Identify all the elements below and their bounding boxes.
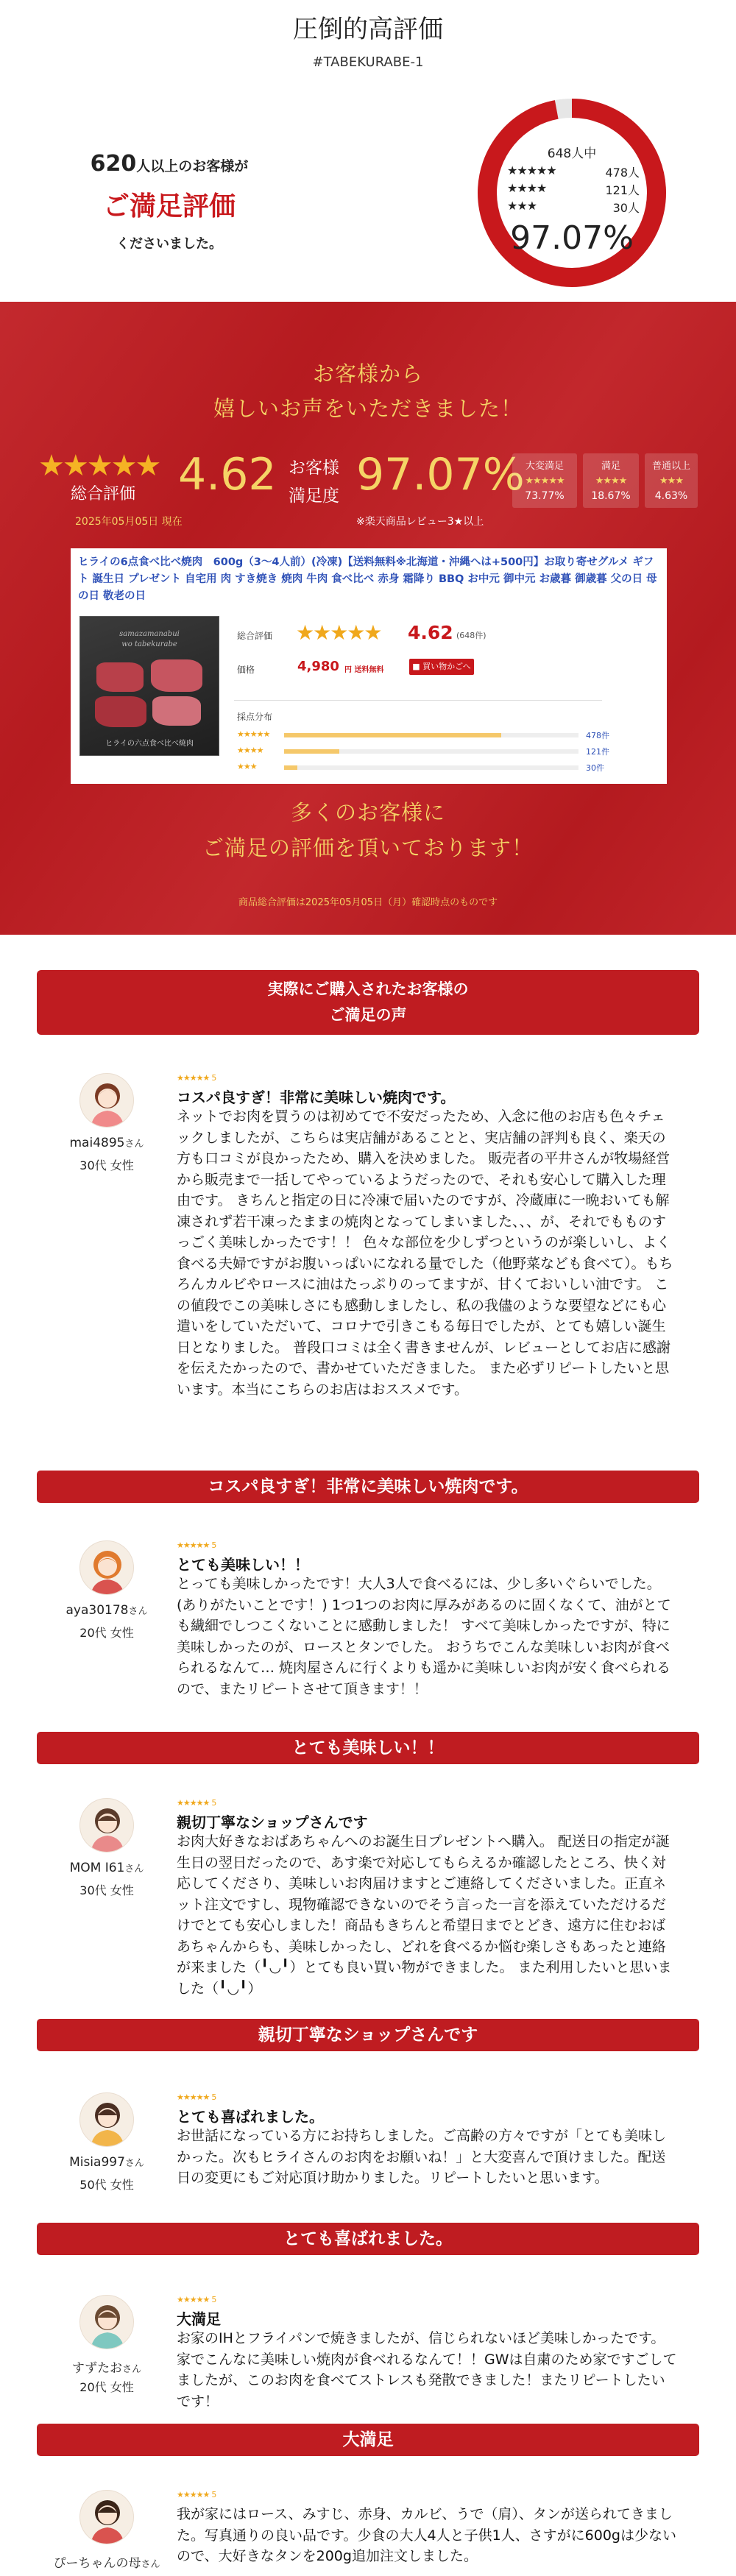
product-stars: ★★★★★ bbox=[296, 620, 381, 645]
rating-date: 2025年05月05日 現在 bbox=[75, 516, 183, 528]
avatar bbox=[79, 1073, 134, 1128]
overall-score: 4.62 bbox=[178, 449, 277, 500]
review-stars: ★★★★★ 5 bbox=[177, 2490, 217, 2499]
product-title-link[interactable]: ヒライの6点食べ比べ焼肉 600g（3〜4人前）(冷凍)【送料無料※北海道・沖縄へは+500円】お取り寄せグルメ ギフト 誕生日 プレゼント 自宅用 肉 すき焼き 焼肉 牛肉 食べ比べ 赤身 霜降り BBQ お中元 御中元 お歳暮 御歳暮 父の日 母の日 敬老の日 bbox=[78, 556, 657, 602]
donut-row-4star: ★★★★ 121人 bbox=[507, 181, 640, 197]
page-title: 圧倒的高評価 bbox=[293, 15, 443, 44]
satisfaction-percent: 97.07% bbox=[356, 449, 525, 500]
review-body: お世話になっている方にお持ちしました。ご高齢の方々ですが「とても美味しかった。次もヒライさんのお肉をお願いね！」と大変喜んで頂けました。配送日の変更にもご対応頂け助かりました。リピートしたいと思います。 bbox=[177, 2128, 667, 2186]
top-summary bbox=[0, 0, 736, 302]
review-summary-bar: とても喜ばれました。 bbox=[37, 2223, 699, 2255]
reviewer-age: 50代 女性 bbox=[79, 2178, 134, 2192]
distribution-row-4star: ★★★★ 121件 bbox=[237, 746, 609, 757]
product-score: 4.62 bbox=[408, 622, 453, 643]
reviewer-age: 30代 女性 bbox=[79, 1883, 134, 1897]
avatar bbox=[79, 1798, 134, 1853]
reviewer-age: 20代 女性 bbox=[79, 2380, 134, 2394]
review-title: とても美味しい！！ bbox=[177, 1556, 309, 1574]
review-title: コスパ良すぎ！非常に美味しい焼肉です。 bbox=[177, 1089, 456, 1106]
reviewer-age: 20代 女性 bbox=[79, 1626, 134, 1640]
review-summary-bar: とても美味しい！！ bbox=[37, 1732, 699, 1764]
avatar bbox=[79, 2295, 134, 2349]
review-summary-banner bbox=[0, 302, 736, 935]
banner-heading: お客様から 嬉しいお声をいただきました！ bbox=[213, 361, 523, 421]
donut-row-3star: ★★★ 30人 bbox=[507, 199, 640, 215]
hashtag: #TABEKURABE-1 bbox=[312, 54, 424, 70]
review-stars: ★★★★★ 5 bbox=[177, 1798, 217, 1808]
price-unit: 円 送料無料 bbox=[344, 666, 384, 674]
satisfaction-highlight: ご満足評価 bbox=[102, 191, 236, 222]
reviewer-name: すずたおさん bbox=[71, 2361, 142, 2376]
review-summary-bar: 大満足 bbox=[37, 2424, 699, 2456]
avatar bbox=[79, 2092, 134, 2147]
donut-total: 648人中 bbox=[547, 146, 597, 161]
review-stars: ★★★★★ 5 bbox=[177, 2092, 217, 2102]
cart-icon: ■ bbox=[412, 662, 423, 671]
donut-row-5star: ★★★★★ 478人 bbox=[507, 163, 640, 180]
reviewer-name: MOM I61さん bbox=[69, 1861, 144, 1875]
product-image[interactable]: samazamanabui wo tabekurabe ヒライの六点食べ比べ焼肉 bbox=[79, 616, 219, 756]
reviewer-name: ぴーちゃんの母さん bbox=[53, 2556, 160, 2571]
donut-labels bbox=[450, 97, 693, 289]
review-body: 我が家にはロース、みすじ、赤身、カルビ、うで（肩）、タンが送られてきました。写真通りの良い品です。少食の大人4人と子供1人、さすがに600gは少ないので、大好きなタンを200g追加注文しました。 bbox=[177, 2506, 676, 2564]
customer-count-block: 620人以上のお客様が ご満足評価 くださいました。 bbox=[52, 151, 287, 252]
review-body: ネットでお肉を買うのは初めてで不安だったため、入念に他のお店も色々チェックしましたが、こちらは実店舗があることと、実店舗の評判も良く、楽天の方も口コミが良かったため、購入を決めました。 販売者の平井さんが牧場経営から販売まで一括してやっているようだったので、それも安心して購入した理由です。 きちんと指定の日に冷凍で届いたのですが、冷蔵庫に一晩おいても解凍されず若干凍ったままの焼肉となってしまいました、、、が、それでもものすっごく美味しかったです！！ 色々な部位を少しずつというのが楽しいし、よく食べる夫婦ですがお腹いっぱいになれる量でした（他野菜なども食べて）。もちろんカルビやロースに油はたっぷりのってますが、甘くておいしい油です。 この値段でこの美味しさにも感動しましたし、私の我儘のような要望などにも心遣いをしていただいて、コロナで引きこもる毎日でしたが、とても嬉しい誕生日となりました。 普段口コミは全く書きませんが、レビューとしてお店に感謝を伝えたかったので、書かせていただきました。 また必ずリピートしたいと思います。本当にこちらのお店はおススメです。 bbox=[177, 1108, 673, 1398]
review-title: 親切丁寧なショップさんです bbox=[177, 1814, 368, 1831]
review-stars: ★★★★★ 5 bbox=[177, 2295, 217, 2304]
review-body: お家のIHとフライパンで焼きましたが、信じられないほど美味しかったです。家でこんなに美味しい焼肉が食べれるなんて！！GWは自粛のため家ですごしてましたが、このお肉を食べてストレスも発散できました！またリピートしたいです！ bbox=[177, 2330, 677, 2410]
banner-footnote: 商品総合評価は2025年05月05日（月）確認時点のものです bbox=[238, 897, 498, 908]
review-title: とても喜ばれました。 bbox=[177, 2108, 324, 2126]
review-stars: ★★★★★ 5 bbox=[177, 1073, 217, 1083]
customer-count: 620 bbox=[90, 151, 137, 177]
breakdown-box-satisfied: 満足 ★★★★ 18.67% bbox=[583, 453, 639, 508]
review-stars: ★★★★★ 5 bbox=[177, 1540, 217, 1550]
review-body: とっても美味しかったです！大人3人で食べるには、少し多いぐらいでした。(ありがたいことです！) 1つ1つのお肉に厚みがあるのに固くなくて、油がとても繊細でしつこくないことに感動しました！ すべて美味しかったですが、特に美味しかったのが、ロースとタンでした。 おうちでこんな美味しいお肉が食べられるなんて… 焼肉屋さんに行くよりも遥かに美味しいお肉が安く食べられるので、またリピートさせて頂きます！！ bbox=[177, 1576, 671, 1697]
review-summary-bar: 親切丁寧なショップさんです bbox=[37, 2019, 699, 2051]
product-review-count[interactable]: (648件) bbox=[456, 631, 486, 640]
review-body: お肉大好きなおばあちゃんへのお誕生日プレゼントへ購入。 配送日の指定が誕生日の翌日だったので、あす楽で対応してもらえるか確認したところ、快く対応してくださり、美味しいお肉届けますとご連絡してくださいました。正直ネット注文ですし、現物確認できないのでそう言った一言を添えていただけるだけでとても安心しました！商品もきちんと希望日までとどき、遠方に住むおばあちゃんからも、美味しかったし、どれを食べるか悩む楽しさもあったと連絡が来ました（╹◡╹）とても良い買い物ができました。 また利用したいと思いました（╹◡╹） bbox=[177, 1833, 672, 1997]
reviewer-name: aya30178さん bbox=[66, 1603, 148, 1618]
product-review-card: ヒライの6点食べ比べ焼肉 600g（3〜4人前）(冷凍)【送料無料※北海道・沖縄へは+500円】お取り寄せグルメ ギフト 誕生日 プレゼント 自宅用 肉 すき焼き 焼肉 牛肉 食べ比べ 赤身 霜降り BBQ お中元 御中元 お歳暮 御歳暮 父の日 母の日 敬老の日 samazamanabui wo tabekurabe ヒライの六点食べ比べ焼肉 総合評価 ★★★★★ 4.62 (648件) 価格 4,980 円 送料無料 ■ 買い物かごへ 採点分布 ★★★★★ 478件 ★★★★ 121件 ★★★ 30件 bbox=[71, 548, 667, 784]
reviewer-name: Misia997さん bbox=[69, 2155, 144, 2170]
reviewer-name: mai4895さん bbox=[69, 1136, 144, 1150]
review-summary-bar: コスパ良すぎ！非常に美味しい焼肉です。 bbox=[37, 1471, 699, 1503]
reviewer-age: 30代 女性 bbox=[79, 1158, 134, 1172]
satisfaction-note: ※楽天商品レビュー3★以上 bbox=[356, 516, 484, 528]
donut-percent: 97.07% bbox=[510, 219, 634, 257]
avatar bbox=[79, 2490, 134, 2544]
review-title: 大満足 bbox=[177, 2310, 221, 2328]
breakdown-box-very-satisfied: 大変満足 ★★★★★ 73.77% bbox=[512, 453, 577, 508]
overall-star-rating: ★★★★★ bbox=[38, 449, 160, 483]
divider bbox=[234, 700, 602, 701]
distribution-row-3star: ★★★ 30件 bbox=[237, 762, 604, 773]
product-price: 4,980 bbox=[297, 659, 339, 674]
distribution-row-5star: ★★★★★ 478件 bbox=[237, 729, 609, 740]
satisfaction-label: お客様 満足度 bbox=[289, 459, 339, 506]
overall-label: 総合評価 bbox=[71, 485, 136, 503]
breakdown-box-normal: 普通以上 ★★★ 4.63% bbox=[645, 453, 698, 508]
banner-footer-heading: 多くのお客様に ご満足の評価を頂いております！ bbox=[202, 800, 534, 860]
avatar bbox=[79, 1540, 134, 1595]
add-to-cart-button[interactable]: ■ 買い物かごへ bbox=[409, 659, 474, 675]
voices-heading: 実際にご購入されたお客様の ご満足の声 bbox=[37, 970, 699, 1035]
